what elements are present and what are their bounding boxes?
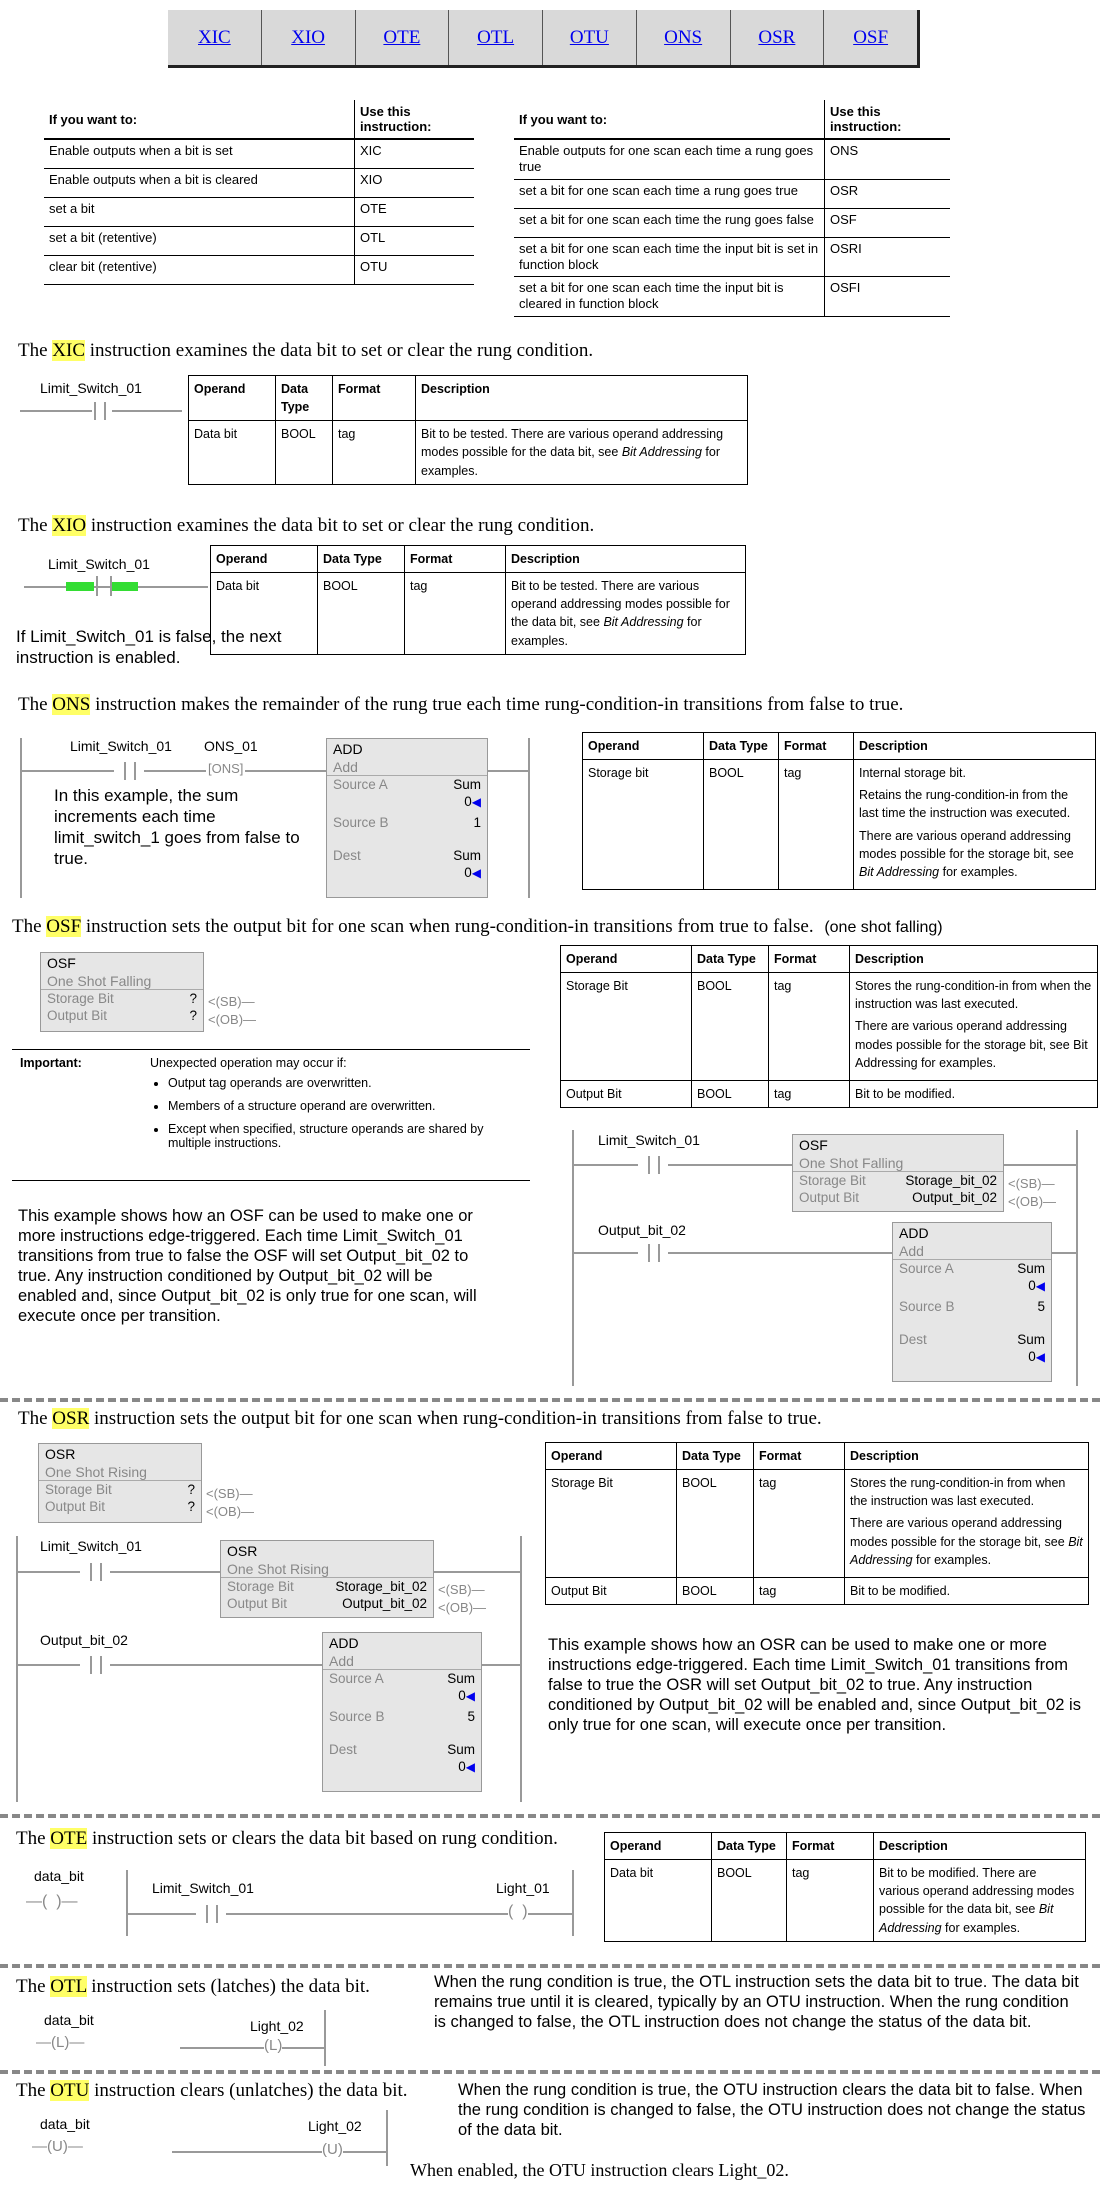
nav-link-osf[interactable]: OSF (823, 10, 917, 65)
otl-description: When the rung condition is true, the OTL instruction sets the data bit to true. The data bit remains true until it is cleared, typically by an OTU instruction. When the rung condition is changed to false, the OTL instruction does not change the status of the data bit. (434, 1973, 1079, 2031)
rung-line (128, 1913, 572, 1915)
power-rail (1076, 1130, 1078, 1386)
table-row: set a bit (retentive) OTL (44, 227, 474, 256)
col-header: If you want to: (514, 100, 825, 139)
table-row: Storage Bit BOOL tag Stores the rung-condition-in from when the instruction was last executed. There are various operand addressing modes possible for the storage bit, see Bit Addressing for examples. (561, 973, 1098, 1081)
osf-operand-table: Operand Data Type Format Description Storage Bit BOOL tag Stores the rung-condition-in from when the instruction was last executed. There are various operand addressing modes possible for the storage bit, see Bit Addressing for examples. Output Bit BOOL tag Bit to be modified. (560, 945, 1098, 1108)
important-notice: Unexpected operation may occur if: • Output tag operands are overwritten. • Members of a structure operand are overwritten. • Except when specified, structure operands are shared by multiple instructions. (150, 1056, 520, 1159)
power-rail (324, 2010, 326, 2066)
xio-operand-table: Operand Data Type Format Description Data bit BOOL tag Bit to be tested. There are various operand addressing modes possible for the data bit, see Bit Addressing for examples. (210, 545, 746, 655)
nav-link-ons[interactable]: ONS (636, 10, 730, 65)
otu-output-coil-icon: (U) (322, 2141, 343, 2158)
ons-add-block: ADD Add Source A Sum 0◀ Source B 1 Dest Sum 0◀ (326, 738, 488, 898)
divider (12, 1049, 530, 1050)
nav-link-ote[interactable]: OTE (355, 10, 449, 65)
table-row: set a bit for one scan each time the rung goes false OSF (514, 208, 950, 237)
osf-lad-tag2: Output_bit_02 (598, 1222, 686, 1238)
osr-lad-tag2: Output_bit_02 (40, 1632, 128, 1648)
rung-line (172, 2151, 386, 2153)
osr-lad-block: OSR One Shot Rising Storage Bit Storage_bit_02 Output Bit Output_bit_02 (220, 1540, 434, 1618)
table-row: set a bit for one scan each time the input bit is set in function block OSRI (514, 237, 950, 277)
otl-tag2: Light_02 (250, 2018, 304, 2034)
col-header: Use this instruction: (825, 100, 951, 139)
rung-line (112, 410, 182, 412)
selection-table-left (44, 100, 474, 285)
osr-lad-ob-pin: <(OB)— (438, 1600, 487, 1615)
xic-tag-label: Limit_Switch_01 (40, 380, 142, 396)
nav-link-osr[interactable]: OSR (730, 10, 824, 65)
xio-note: If Limit_Switch_01 is false, the next instruction is enabled. (16, 627, 282, 667)
power-rail (520, 1536, 522, 1802)
xic-heading: The XIC instruction examines the data bit to set or clear the rung condition. (18, 340, 594, 361)
table-row: clear bit (retentive) OTU (44, 256, 474, 285)
power-rail (572, 1130, 574, 1386)
table-row: Storage Bit BOOL tag Stores the rung-condition-in from when the instruction was last executed. There are various operand addressing modes possible for the storage bit, see Bit Addressing for examples. (546, 1470, 1089, 1578)
xic-operand-table: Operand Data Type Format Description Data bit BOOL tag Bit to be tested. There are various operand addressing modes possible for the data bit, see Bit Addressing for examples. (188, 375, 748, 485)
power-rail (528, 738, 530, 898)
rung-line (180, 2047, 324, 2049)
osr-heading: The OSR instruction sets the output bit for one scan when rung-condition-in transitions from false to true. (18, 1408, 822, 1429)
table-row: Storage bit BOOL tag Internal storage bit. Retains the rung-condition-in from the last time the instruction was executed. There are various operand addressing modes possible for the storage bit, see Bit Addressing for examples. (583, 760, 1096, 890)
xio-contact-icon (96, 576, 112, 596)
otu-footer: When enabled, the OTU instruction clears Light_02. (410, 2160, 789, 2180)
ons-operand-table: Operand Data Type Format Description Storage bit BOOL tag Internal storage bit. Retains the rung-condition-in from the last time the instruction was executed. There are various operand addressing modes possible for the storage bit, see Bit Addressing for examples. (582, 732, 1096, 890)
table-row: set a bit for one scan each time a rung goes true OSR (514, 179, 950, 208)
osf-block: OSF One Shot Falling Storage Bit ? Output Bit ? (40, 952, 204, 1032)
ote-contact-icon (196, 1905, 226, 1923)
xio-tag-label: Limit_Switch_01 (48, 556, 150, 572)
osf-lad-block: OSF One Shot Falling Storage Bit Storage_bit_02 Output Bit Output_bit_02 (792, 1134, 1004, 1212)
section-divider (0, 2070, 1100, 2074)
osr-example: This example shows how an OSR can be used to make one or more instructions edge-triggered. Each time Limit_Switch_01 transitions from false to true the OSR will set Output_bit_02 to true. Any instruction conditioned by Output_bit_02 will be enabled and, since Output_bit_02 is only true for one scan, will execute once per transition. (548, 1636, 1081, 1734)
otu-heading: The OTU instruction clears (unlatches) the data bit. (16, 2080, 408, 2101)
section-divider (0, 1398, 1100, 1402)
power-rail (20, 738, 22, 898)
xio-heading: The XIO instruction examines the data bit to set or clear the rung condition. (18, 515, 595, 536)
osr-contact-icon (80, 1563, 110, 1581)
xio-energized-icon (110, 582, 138, 591)
power-rail (16, 1536, 18, 1802)
otl-output-coil-icon: (L) (264, 2037, 283, 2054)
xio-energized-icon (66, 582, 94, 591)
osr-lad-sb-pin: <(SB)— (438, 1582, 485, 1597)
nav-link-otu[interactable]: OTU (542, 10, 636, 65)
ote-tag1: Limit_Switch_01 (152, 1880, 254, 1896)
ote-output-coil-icon: ( ) (508, 1903, 528, 1920)
selection-table-right (514, 100, 950, 317)
col-header: If you want to: (44, 100, 355, 139)
table-row: set a bit OTE (44, 198, 474, 227)
power-rail (126, 1870, 128, 1936)
table-row: Output Bit BOOL tag Bit to be modified. (546, 1577, 1089, 1604)
osf-sb-pin: <(SB)— (208, 994, 255, 1009)
osr-contact2-icon (80, 1656, 110, 1674)
ote-coil-icon: —( )— (26, 1893, 78, 1910)
osf-contact2-icon (638, 1244, 668, 1262)
divider (12, 1180, 530, 1181)
nav-link-xio[interactable]: XIO (261, 10, 355, 65)
osr-sb-pin: <(SB)— (206, 1486, 253, 1501)
otu-coil-tag: data_bit (40, 2116, 90, 2132)
col-header: Use this instruction: (355, 100, 475, 139)
osf-lad-sb-pin: <(SB)— (1008, 1176, 1055, 1191)
ons-contact-icon (114, 762, 144, 780)
osr-lad-tag1: Limit_Switch_01 (40, 1538, 142, 1554)
osf-lad-tag1: Limit_Switch_01 (598, 1132, 700, 1148)
osf-example: This example shows how an OSF can be used to make one or more instructions edge-triggered. Each time Limit_Switch_01 transitions from true to false the OSF will set Output_bit_02 to true. Any instruction conditioned by Output_bit_02 will be enabled and, since Output_bit_02 is only true for one scan, will execute once per transition. (18, 1207, 477, 1325)
ote-operand-table: Operand Data Type Format Description Data bit BOOL tag Bit to be modified. There are various operand addressing modes possible for the data bit, see Bit Addressing for examples. (604, 1832, 1086, 1942)
ons-heading: The ONS instruction makes the remainder of the rung true each time rung-condition-in transitions from false to true. (18, 694, 904, 715)
osr-block: OSR One Shot Rising Storage Bit ? Output Bit ? (38, 1443, 202, 1523)
otl-heading: The OTL instruction sets (latches) the data bit. (16, 1976, 370, 1997)
osf-contact-icon (638, 1156, 668, 1174)
osf-heading: The OSF instruction sets the output bit for one scan when rung-condition-in transitions from true to false. (one shot falling) (12, 916, 943, 937)
ons-coil-icon: [ONS] (208, 761, 244, 776)
table-row: Data bit BOOL tag Bit to be modified. There are various operand addressing modes possible for the data bit, see Bit Addressing for examples. (605, 1860, 1086, 1942)
power-rail (572, 1870, 574, 1936)
osr-ob-pin: <(OB)— (206, 1504, 255, 1519)
table-row: Output Bit BOOL tag Bit to be modified. (561, 1080, 1098, 1107)
otu-description: When the rung condition is true, the OTU instruction clears the data bit to false. When the rung condition is changed to false, the OTU instruction does not change the status of the data bit. (458, 2081, 1086, 2139)
table-row: Data bit BOOL tag Bit to be tested. There are various operand addressing modes possible for the data bit, see Bit Addressing for examples. (189, 421, 748, 484)
nav-link-otl[interactable]: OTL (448, 10, 542, 65)
section-divider (0, 1814, 1100, 1818)
xic-contact-icon (84, 402, 114, 420)
rung-line (20, 410, 92, 412)
nav-link-xic[interactable]: XIC (198, 26, 231, 48)
osf-aside: (one shot falling) (824, 919, 943, 936)
otl-coil-icon: —(L)— (36, 2034, 85, 2051)
instruction-nav (168, 10, 920, 68)
section-divider (0, 1964, 1100, 1968)
ons-note: In this example, the sum increments each time limit_switch_1 goes from false to true. (54, 785, 314, 869)
ons-tag-label: Limit_Switch_01 (70, 738, 172, 754)
ons-tag2-label: ONS_01 (204, 738, 258, 754)
table-row: set a bit for one scan each time the input bit is cleared in function block OSFI (514, 277, 950, 317)
power-rail (386, 2110, 388, 2166)
osr-operand-table: Operand Data Type Format Description Storage Bit BOOL tag Stores the rung-condition-in from when the instruction was last executed. There are various operand addressing modes possible for the storage bit, see Bit Addressing for examples. Output Bit BOOL tag Bit to be modified. (545, 1442, 1089, 1605)
otl-coil-tag: data_bit (44, 2012, 94, 2028)
osf-ob-pin: <(OB)— (208, 1012, 257, 1027)
table-row: Enable outputs for one scan each time a rung goes true ONS (514, 139, 950, 179)
osr-add-block: ADD Add Source A Sum 0◀ Source B 5 Dest Sum 0◀ (322, 1632, 482, 1792)
ote-coil-tag: data_bit (34, 1868, 84, 1884)
ote-heading: The OTE instruction sets or clears the data bit based on rung condition. (16, 1828, 558, 1849)
table-row: Data bit BOOL tag Bit to be tested. There are various operand addressing modes possible for the data bit, see Bit Addressing for examples. (211, 573, 746, 655)
osf-lad-ob-pin: <(OB)— (1008, 1194, 1057, 1209)
table-row: Enable outputs when a bit is cleared XIO (44, 169, 474, 198)
otu-tag2: Light_02 (308, 2118, 362, 2134)
otu-coil-icon: —(U)— (32, 2138, 83, 2155)
table-row: Enable outputs when a bit is set XIC (44, 139, 474, 169)
ote-tag2: Light_01 (496, 1880, 550, 1896)
osf-add-block: ADD Add Source A Sum 0◀ Source B 5 Dest Sum 0◀ (892, 1222, 1052, 1382)
important-label: Important: (20, 1056, 82, 1070)
